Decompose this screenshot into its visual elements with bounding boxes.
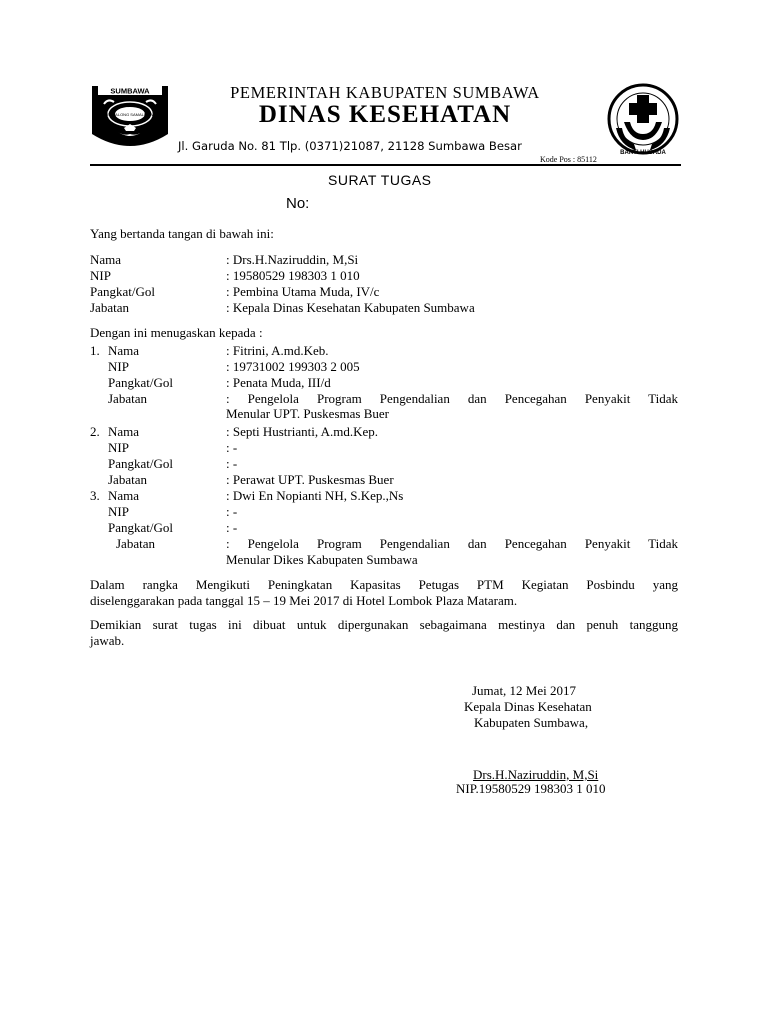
closing-paragraph [90, 617, 678, 649]
closing-line-2: jawab. [90, 633, 125, 648]
signer-nip-value: : 19580529 198303 1 010 [226, 268, 360, 283]
assignee-nip-label: NIP [108, 440, 129, 455]
signatory-nip: NIP.19580529 198303 1 010 [456, 781, 606, 796]
letterhead-divider [90, 164, 681, 166]
signature-position: Kepala Dinas Kesehatan [464, 699, 592, 714]
assignee-nip-value: : 19731002 199303 2 005 [226, 359, 360, 374]
assignee-name-value: : Dwi En Nopianti NH, S.Kep.,Ns [226, 488, 404, 503]
bakti-husada-emblem [606, 82, 680, 158]
signer-position-value: : Kepala Dinas Kesehatan Kabupaten Sumbawa [226, 300, 475, 315]
assignee-position-label: Jabatan [108, 472, 147, 487]
closing-line-1: Demikian surat tugas ini dibuat untuk dipergunakan sebagaimana mestinya dan penuh tanggung [90, 617, 678, 632]
assignee-position-value: : Perawat UPT. Puskesmas Buer [226, 472, 394, 487]
assignee-position-value-cont: Menular Dikes Kabupaten Sumbawa [226, 552, 418, 567]
assignee-position-label: Jabatan [108, 391, 147, 406]
assignee-nip-label: NIP [108, 504, 129, 519]
assignee-name-value: : Septi Hustrianti, A.md.Kep. [226, 424, 379, 439]
department-name: DINAS KESEHATAN [258, 101, 512, 128]
government-name: PEMERINTAH KABUPATEN SUMBAWA [230, 83, 540, 102]
intro-text: Yang bertanda tangan di bawah ini: [90, 226, 274, 241]
purpose-line-1: Dalam rangka Mengikuti Peningkatan Kapasitas Petugas PTM Kegiatan Posbindu yang [90, 577, 678, 592]
office-address: Jl. Garuda No. 81 Tlp. (0371)21087, 21128 Sumbawa Besar [178, 139, 522, 153]
assignee-position-value: : Pengelola Program Pengendalian dan Pencegahan Penyakit Tidak [226, 391, 678, 406]
signer-position-label: Jabatan [90, 300, 129, 315]
assignee-rank-value: : - [226, 520, 238, 535]
assignee-number: 2. [90, 424, 100, 439]
assignee-number: 1. [90, 343, 100, 358]
document-number-label: No: [286, 195, 310, 212]
signer-name-label: Nama [90, 252, 122, 267]
assignee-position-value-cont: Menular UPT. Puskesmas Buer [226, 406, 389, 421]
signer-rank-value: : Pembina Utama Muda, IV/c [226, 284, 380, 299]
assignee-rank-label: Pangkat/Gol [108, 456, 173, 471]
assignee-nip-label: NIP [108, 359, 129, 374]
svg-text:BAKTI HUSADA: BAKTI HUSADA [620, 150, 666, 156]
assignee-rank-value: : - [226, 456, 238, 471]
postal-code: Kode Pos : 85112 [540, 155, 597, 164]
sumbawa-regency-emblem [90, 84, 170, 152]
signatory-name: Drs.H.Naziruddin, M,Si [473, 767, 599, 782]
signature-date: Jumat, 12 Mei 2017 [472, 683, 576, 698]
assignee-name-value: : Fitrini, A.md.Keb. [226, 343, 329, 358]
signer-name-value: : Drs.H.Naziruddin, M,Si [226, 252, 359, 267]
assignee-rank-label: Pangkat/Gol [108, 520, 173, 535]
signature-position-cont: Kabupaten Sumbawa, [474, 715, 589, 730]
assignee-name-label: Nama [108, 424, 140, 439]
assignee-name-label: Nama [108, 488, 140, 503]
assignee-position-value: : Pengelola Program Pengendalian dan Pencegahan Penyakit Tidak [226, 536, 678, 551]
assignee-nip-value: : - [226, 504, 238, 519]
purpose-line-2: diselenggarakan pada tanggal 15 – 19 Mei 2017 di Hotel Lombok Plaza Mataram. [90, 593, 518, 608]
assignee-rank-label: Pangkat/Gol [108, 375, 173, 390]
document-title: SURAT TUGAS [328, 172, 432, 188]
assignee-nip-value: : - [226, 440, 238, 455]
assignee-position-label: Jabatan [116, 536, 155, 551]
purpose-paragraph [90, 577, 678, 609]
assignee-name-label: Nama [108, 343, 140, 358]
signer-nip-label: NIP [90, 268, 111, 283]
signer-rank-label: Pangkat/Gol [90, 284, 155, 299]
assign-intro-text: Dengan ini menugaskan kepada : [90, 325, 263, 340]
assignee-rank-value: : Penata Muda, III/d [226, 375, 331, 390]
assignee-number: 3. [90, 488, 100, 503]
svg-text:SABALONG SAMALEWA: SABALONG SAMALEWA [107, 112, 153, 117]
svg-text:SUMBAWA: SUMBAWA [110, 86, 150, 96]
